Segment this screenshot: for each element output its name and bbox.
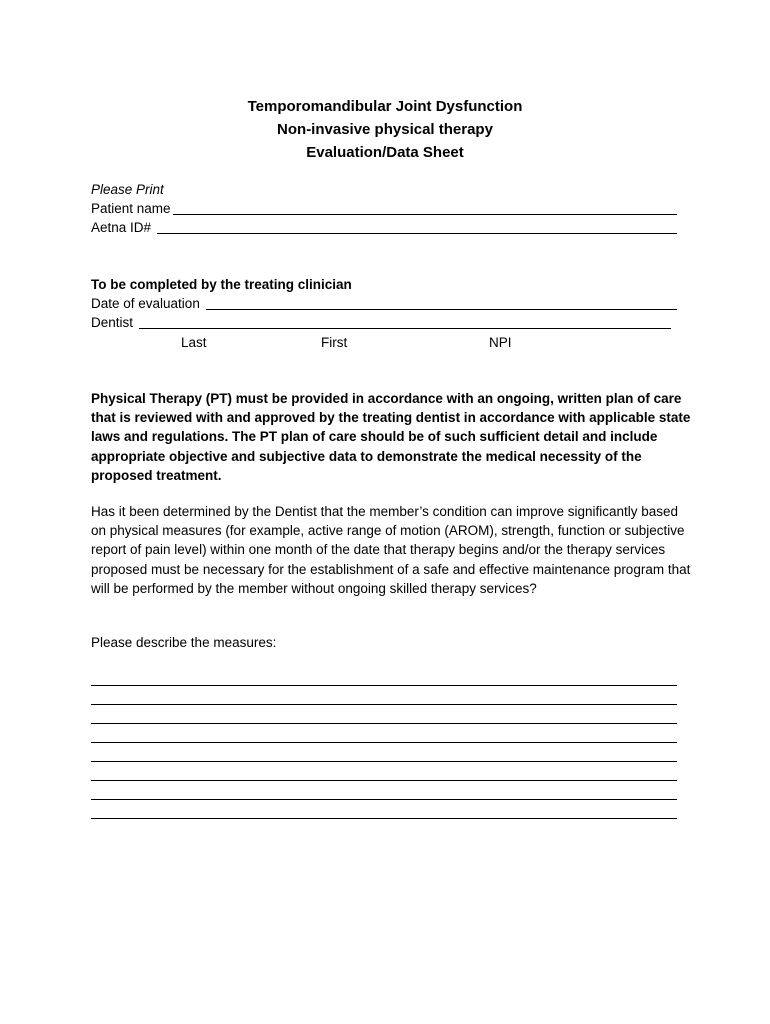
patient-name-label: Patient name [91, 201, 171, 216]
form-subtitle: Non-invasive physical therapy [277, 121, 493, 138]
measures-answer-line[interactable] [91, 685, 677, 686]
measures-answer-line[interactable] [91, 742, 677, 743]
dentist-input-line[interactable] [139, 314, 671, 329]
measures-answer-line[interactable] [91, 799, 677, 800]
aetna-id-input-line[interactable] [157, 219, 677, 234]
measures-answer-line[interactable] [91, 818, 677, 819]
patient-name-field[interactable] [91, 200, 677, 218]
clinician-section-heading: To be completed by the treating clinician [91, 277, 352, 292]
dentist-last-sublabel: Last [181, 335, 207, 350]
measures-answer-line[interactable] [91, 780, 677, 781]
measures-answer-line[interactable] [91, 704, 677, 705]
date-of-evaluation-field[interactable] [91, 295, 677, 313]
dentist-determination-question: Has it been determined by the Dentist that the member’s condition can improve significantly based on physical measures (for example, active range of motion (AROM), strength, function or subjective report of pain level) within one month of the date that therapy begins and/or the therapy services proposed must be necessary for the establishment of a safe and effective maintenance program that will be performed by the member without ongoing skilled therapy services? [91, 504, 691, 596]
dentist-label: Dentist [91, 315, 134, 330]
measures-answer-line[interactable] [91, 723, 677, 724]
aetna-id-label: Aetna ID# [91, 220, 152, 235]
measures-answer-line[interactable] [91, 761, 677, 762]
aetna-id-field[interactable] [91, 219, 677, 237]
patient-name-input-line[interactable] [173, 200, 677, 215]
describe-measures-label: Please describe the measures: [91, 635, 277, 650]
date-of-evaluation-input-line[interactable] [206, 295, 677, 310]
dentist-first-sublabel: First [321, 335, 348, 350]
date-of-evaluation-label: Date of evaluation [91, 296, 200, 311]
form-title: Temporomandibular Joint Dysfunction [247, 98, 523, 115]
dentist-npi-sublabel: NPI [489, 335, 512, 350]
form-sheet-title: Evaluation/Data Sheet [306, 144, 464, 161]
dentist-field[interactable] [91, 314, 671, 332]
please-print-note: Please Print [91, 182, 164, 197]
pt-plan-notice: Physical Therapy (PT) must be provided in accordance with an ongoing, written plan of care that is reviewed with and approved by the treating dentist in accordance with applicable state laws and regulations. The PT plan of care should be of such sufficient detail and include appropriate objective and subjective data to demonstrate the medical necessity of the proposed treatment. [91, 391, 691, 483]
